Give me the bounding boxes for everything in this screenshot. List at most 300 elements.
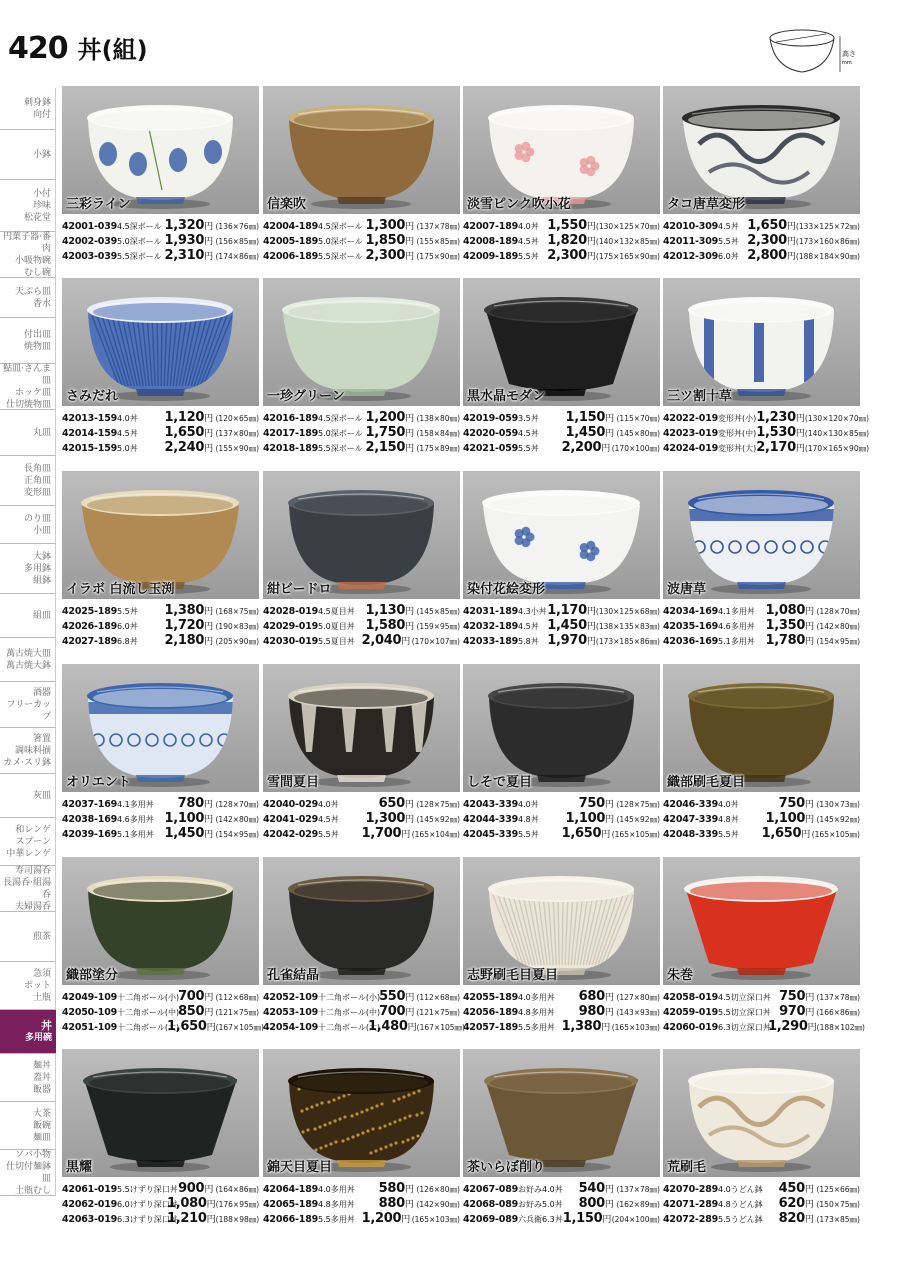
price-line [263,603,460,618]
yen-unit: 円 [401,637,411,647]
item-code: 42064-189 [263,1184,319,1195]
yen-unit: 円 [604,1185,614,1195]
item-size: (138×80㎜) [416,414,460,423]
item-description: 六兵衛6.3丼 [518,1215,563,1224]
item-price: 1,100 [765,811,806,826]
item-size: (165×103㎜) [611,1023,660,1032]
item-description: 4.5深ボール [318,414,363,423]
item-code: 42061-019 [62,1184,118,1195]
item-price: 1,150 [562,1211,603,1226]
sidebar-item[interactable] [0,232,56,278]
item-description: 6.3けずり深口丼 [117,1215,178,1224]
yen-unit: 円 [407,1023,417,1033]
price-line [263,1019,465,1034]
item-description: 5.5多用丼 [318,1215,355,1224]
page-header [8,30,148,70]
item-code: 42066-189 [263,1214,319,1225]
price-line [62,1181,259,1196]
item-code: 42035-169 [663,621,719,632]
item-code: 42057-189 [463,1022,519,1033]
item-size: (142×80㎜) [215,815,259,824]
item-description: 変形丼(大) [718,444,757,453]
sidebar-item[interactable] [0,866,56,912]
item-price: 1,350 [765,618,806,633]
product-card[interactable] [62,86,259,276]
price-list [62,1181,259,1226]
item-code: 42054-109 [263,1022,319,1033]
price-list [663,218,860,263]
bowl-image [78,1057,243,1173]
product-photo [62,86,259,214]
price-line [263,796,460,811]
sidebar-item-label: ソバ小物 [15,1149,51,1160]
yen-unit: 円 [605,414,615,424]
product-photo [463,471,660,599]
item-description: 4.0丼 [117,414,138,423]
price-line [663,425,870,440]
sidebar-item[interactable] [0,728,56,774]
yen-unit: 円 [405,222,415,232]
yen-unit: 円 [795,429,805,439]
product-card[interactable] [62,664,259,854]
item-description: 4.5丼 [318,815,339,824]
sidebar-item-label: 鮎皿·さんま皿 [3,363,51,386]
item-code: 42047-339 [663,814,719,825]
item-price: 2,150 [365,440,406,455]
item-price: 580 [378,1181,405,1196]
item-code: 42002-039 [62,236,118,247]
item-price: 880 [378,1196,405,1211]
item-size: (143×93㎜) [616,1008,660,1017]
product-card[interactable] [663,278,870,468]
item-price: 700 [379,1004,406,1019]
yen-unit: 円 [401,1215,411,1225]
sidebar-item[interactable] [0,638,56,682]
sidebar-item[interactable] [0,364,56,410]
product-card[interactable] [263,278,460,468]
sidebar-item-label: 刺身鉢 [23,97,51,108]
item-code: 42007-189 [463,221,519,232]
sidebar-item[interactable] [0,410,56,456]
yen-unit: 円 [804,1185,814,1195]
item-size: (140×130×85㎜) [804,429,870,438]
item-size: (142×90㎜) [416,1200,460,1209]
product-photo [663,278,860,406]
yen-unit: 円 [805,1008,815,1018]
yen-unit: 円 [601,1023,611,1033]
sidebar-item-label: 多用鉢 [23,563,51,574]
sidebar-item[interactable] [0,912,56,962]
item-price: 970 [779,1004,806,1019]
price-list [463,989,660,1034]
item-description: 6.0丼 [718,252,739,261]
item-size: (168×75㎜) [215,607,259,616]
price-line [62,425,259,440]
price-list [62,603,259,648]
sidebar-item[interactable] [0,594,56,638]
price-line [463,440,660,455]
product-name: イラボ 白流し玉渕 [66,582,175,597]
item-price: 1,820 [547,233,587,248]
item-code: 42021-059 [463,443,519,454]
item-code: 42008-189 [463,236,519,247]
item-size: (112×68㎜) [416,993,460,1002]
product-name: タコ唐草変形 [667,197,746,212]
item-description: 4.6多用丼 [718,622,755,631]
item-description: 4.8丼 [718,815,739,824]
price-line [62,811,259,826]
yen-unit: 円 [204,1185,214,1195]
item-price: 2,170 [756,440,796,455]
item-price: 1,380 [164,603,205,618]
sidebar-item-label: 仕切焼物皿 [5,399,51,410]
item-size: (173×160×86㎜) [795,237,860,246]
product-photo [663,664,860,792]
item-description: 4.5丼 [117,429,138,438]
item-description: 4.0丼 [518,800,539,809]
item-price: 1,450 [565,425,606,440]
yen-unit: 円 [204,444,214,454]
sidebar-item-label: 小付 [32,188,51,199]
product-card[interactable] [263,471,460,661]
price-line [663,218,860,233]
item-size: (120×65㎜) [215,414,259,423]
product-card[interactable] [463,857,660,1047]
sidebar-item[interactable] [0,1150,56,1196]
price-list [263,796,460,841]
item-size: (128×70㎜) [816,607,860,616]
item-size: (165×104㎜) [411,830,460,839]
price-line [62,618,259,633]
yen-unit: 円 [601,444,611,454]
item-size: (170×165×90㎜) [804,444,870,453]
item-description: 5.5けずり深口丼 [117,1185,178,1194]
item-price: 1,650 [747,218,787,233]
item-size: (188×98㎜) [215,1215,260,1224]
yen-unit: 円 [805,815,815,825]
sidebar-item-label: 小鉢 [32,149,51,160]
item-description: 4.6多用丼 [117,815,154,824]
product-card[interactable] [463,278,660,468]
item-price: 800 [578,1196,605,1211]
item-size: (204×100㎜) [611,1215,660,1224]
item-size: (175×165×90㎜) [595,252,660,261]
sidebar-item[interactable] [0,1102,56,1150]
price-list [463,410,660,455]
item-code: 42023-019 [663,428,719,439]
item-price: 1,230 [756,410,796,425]
sidebar-item[interactable] [0,88,56,130]
item-size: (138×135×83㎜) [595,622,660,631]
item-code: 42052-109 [263,992,319,1003]
sidebar-item[interactable] [0,544,56,594]
yen-unit: 円 [401,830,411,840]
sidebar-item-label: 麺丼 [32,1060,51,1071]
yen-unit: 円 [204,429,214,439]
sidebar-item-label: 多用碗 [24,1032,52,1043]
item-code: 42012-309 [663,251,719,262]
sidebar-item-label: スプーン [15,836,51,847]
item-size: (165×105㎜) [611,830,660,839]
item-description: 十二角ボール(小) [117,993,180,1002]
item-code: 42070-289 [663,1184,719,1195]
sidebar-item[interactable] [0,278,56,318]
item-code: 42053-109 [263,1007,319,1018]
yen-unit: 円 [405,414,415,424]
product-card[interactable] [263,664,460,854]
price-list [663,603,860,648]
item-description: 4.0多用丼 [518,993,555,1002]
price-list [463,603,660,648]
sidebar-item-label: 土瓶むし [14,1185,51,1196]
price-line [663,603,860,618]
item-description: お好み4.0丼 [518,1185,563,1194]
price-line [62,410,259,425]
item-size: (130×125×68㎜) [595,607,660,616]
sidebar-item-label: 向付 [32,109,51,120]
item-size: (126×80㎜) [416,1185,460,1194]
yen-unit: 円 [204,237,214,247]
product-card[interactable] [663,857,865,1047]
yen-unit: 円 [204,252,214,262]
item-code: 42027-189 [62,636,118,647]
price-line [663,248,860,263]
product-card[interactable] [263,86,460,276]
item-price: 750 [779,989,806,1004]
product-card[interactable] [663,471,860,661]
item-size: (140×132×85㎜) [595,237,660,246]
product-card[interactable] [62,857,264,1047]
product-row [62,1049,862,1239]
sidebar-item[interactable] [0,682,56,728]
sidebar-item-label: 長角皿 [23,463,51,474]
price-line [663,1211,860,1226]
item-description: 4.0うどん鉢 [718,1185,763,1194]
item-code: 42010-309 [663,221,719,232]
item-size: (167×105㎜) [416,1023,465,1032]
item-size: (137×78㎜) [816,993,860,1002]
sidebar-item[interactable] [0,1054,56,1102]
sidebar-item-label: カメ·スリ鉢 [3,757,51,768]
price-line [62,248,259,263]
item-code: 42060-019 [663,1022,719,1033]
item-description: 5.5うどん鉢 [718,1215,763,1224]
item-description: 5.5深ボール [318,444,363,453]
sidebar-item[interactable] [0,962,56,1010]
item-size: (145×92㎜) [616,815,660,824]
price-line [663,618,860,633]
item-code: 42034-169 [663,606,719,617]
item-code: 42016-189 [263,413,319,424]
item-code: 42017-189 [263,428,319,439]
item-description: 6.0丼 [117,622,138,631]
sidebar-item-label: 小皿 [32,525,51,536]
bowl-image [679,865,844,981]
sidebar-item[interactable] [0,774,56,818]
sidebar-item[interactable] [0,1010,56,1054]
sidebar-item-label: 正角皿 [23,475,51,486]
item-size: (133×125×72㎜) [795,222,860,231]
item-price: 2,300 [365,248,406,263]
product-card[interactable] [62,1049,259,1239]
sidebar-item[interactable] [0,180,56,232]
item-description: 5.1多用丼 [117,830,154,839]
product-card[interactable] [463,471,660,661]
item-code: 42046-339 [663,799,719,810]
price-line [62,989,259,1004]
sidebar-item-label: 箸置 [32,733,51,744]
item-size: (155×90㎜) [215,444,259,453]
price-line [463,1196,660,1211]
product-card[interactable] [463,1049,660,1239]
sidebar-item-label: 付出皿 [23,329,51,340]
price-line [62,633,259,648]
item-price: 2,240 [164,440,205,455]
price-line [62,1004,259,1019]
sidebar-item[interactable] [0,318,56,364]
price-line [663,1181,860,1196]
price-list [62,796,259,841]
sidebar-item[interactable] [0,130,56,180]
item-description: 変形丼(小) [718,414,757,423]
item-description: 4.8丼 [518,815,539,824]
item-description: 4.8多用丼 [518,1008,555,1017]
product-card[interactable] [663,1049,860,1239]
sidebar-item-label: 長湯呑·組湯呑 [3,877,51,900]
item-price: 2,200 [561,440,602,455]
item-price: 2,800 [747,248,787,263]
price-list [463,796,660,841]
sidebar-item-label: 仕切付麺鉢皿 [5,1161,51,1184]
yen-unit: 円 [405,252,415,262]
sidebar-item[interactable] [0,818,56,866]
bowl-dimension-diagram [766,22,862,82]
yen-unit: 円 [206,1200,216,1210]
item-size: (128×75㎜) [416,800,460,809]
item-size: (162×89㎜) [616,1200,660,1209]
item-description: 4.5丼 [518,622,539,631]
item-size: (170×100㎜) [611,444,660,453]
yen-unit: 円 [586,607,596,617]
sidebar-item-label: 円菓子器·番肉 [3,231,51,254]
item-code: 42006-189 [263,251,319,262]
product-name: 淡雪ピンク吹小花 [467,197,571,212]
yen-unit: 円 [602,1215,612,1225]
item-price: 1,970 [547,633,587,648]
item-description: 5.5丼 [718,237,739,246]
price-line [663,1004,860,1019]
price-line [263,811,460,826]
product-card[interactable] [463,664,660,854]
price-line [663,410,870,425]
item-code: 42024-019 [663,443,719,454]
product-card[interactable] [62,471,259,661]
item-code: 42005-189 [263,236,319,247]
product-name: 黒水晶モダン [467,389,546,404]
price-line [463,1211,660,1226]
sidebar-item-label: ポット [23,980,51,991]
price-line [263,989,460,1004]
yen-unit: 円 [604,800,614,810]
item-price: 1,300 [365,218,406,233]
item-code: 42020-059 [463,428,519,439]
price-line [463,1004,660,1019]
item-size: (125×66㎜) [816,1185,860,1194]
product-photo [463,857,660,985]
product-photo [463,664,660,792]
item-description: 4.8うどん鉢 [718,1200,763,1209]
item-size: (136×76㎜) [215,222,259,231]
item-description: 5.5丼 [318,830,339,839]
item-size: (165×103㎜) [411,1215,460,1224]
item-description: 6.3切立深口丼 [718,1023,771,1032]
diagram-unit-label: mm [842,60,852,66]
product-card[interactable] [663,664,860,854]
product-name: 錦天目夏目 [267,1160,333,1175]
item-code: 42068-089 [463,1199,519,1210]
item-description: 4.0丼 [518,222,539,231]
product-card[interactable] [463,86,660,276]
item-code: 42004-189 [263,221,319,232]
product-card[interactable] [663,86,860,276]
item-code: 42031-189 [463,606,519,617]
sidebar-item-label: 小吸物碗 [14,255,51,266]
item-code: 42036-169 [663,636,719,647]
sidebar-item[interactable] [0,456,56,506]
item-price: 700 [178,989,205,1004]
yen-unit: 円 [405,622,415,632]
price-line [463,410,660,425]
product-photo [62,471,259,599]
price-line [62,826,259,841]
item-code: 42051-109 [62,1022,118,1033]
item-price: 750 [778,796,805,811]
yen-unit: 円 [801,830,811,840]
product-card[interactable] [62,278,259,468]
product-name: 三彩ライン [66,197,131,212]
price-line [463,618,660,633]
product-card[interactable] [263,857,465,1047]
yen-unit: 円 [786,222,796,232]
item-code: 42056-189 [463,1007,519,1018]
yen-unit: 円 [204,607,214,617]
yen-unit: 円 [586,237,596,247]
price-line [62,218,259,233]
sidebar-item[interactable] [0,506,56,544]
item-description: 5.5深ボール [318,252,363,261]
item-price: 1,780 [765,633,806,648]
item-price: 1,300 [365,811,406,826]
item-size: (128×75㎜) [616,800,660,809]
product-photo [263,86,460,214]
item-code: 42026-189 [62,621,118,632]
price-list [663,796,860,841]
price-line [463,989,660,1004]
item-price: 1,720 [164,618,205,633]
sidebar-item-label: 寿司湯呑 [14,865,51,876]
price-line [263,1211,460,1226]
price-line [463,1181,660,1196]
sidebar-item-label: 急須 [32,968,51,979]
item-price: 2,300 [747,233,787,248]
price-line [663,1019,865,1034]
sidebar-item-label: 萬古焼大皿 [5,648,51,659]
product-card[interactable] [263,1049,460,1239]
price-line [663,796,860,811]
sidebar-item-label: 中華レンゲ [6,848,51,859]
price-line [263,633,460,648]
item-size: (173×85㎜) [816,1215,860,1224]
